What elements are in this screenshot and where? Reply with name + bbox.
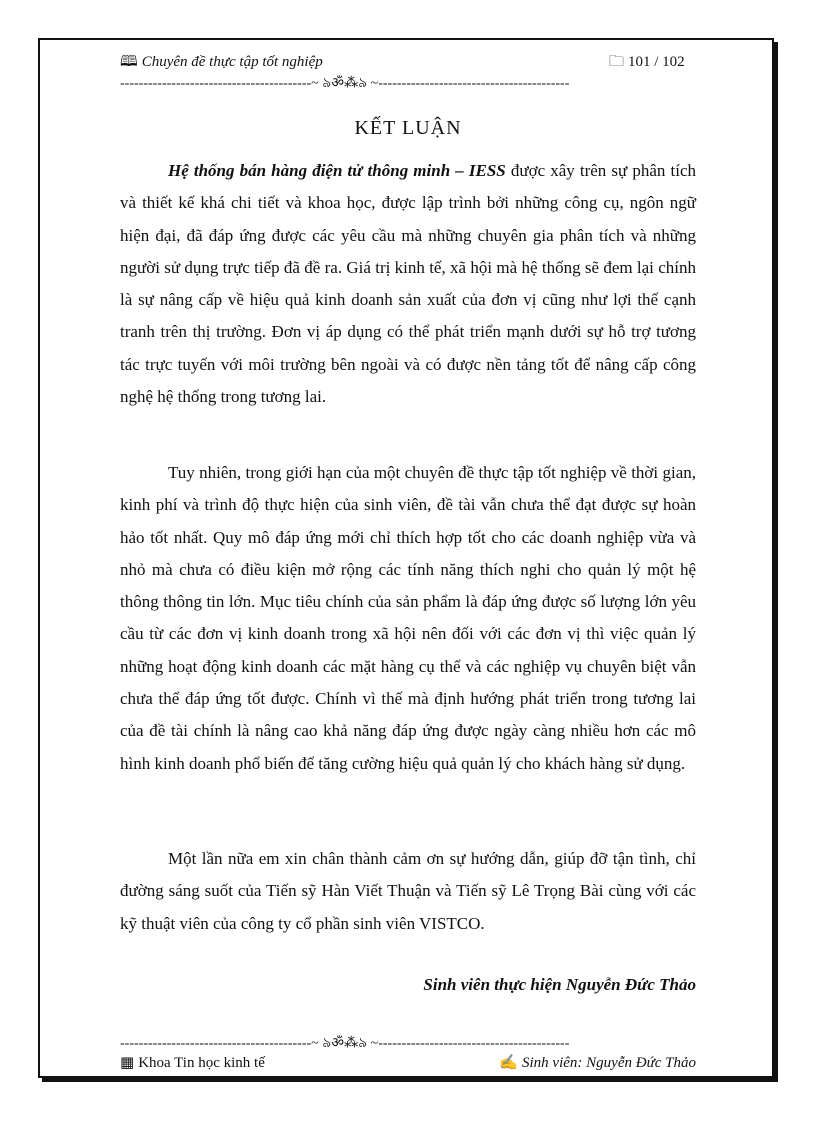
header-separator: -----------------------------------------~ ৯ॐ⁂৯ ~----------------------------------------- <box>120 76 570 91</box>
footer-separator: -----------------------------------------~ ৯ॐ⁂৯ ~----------------------------------------- <box>120 1036 570 1051</box>
paragraph-2-body: Tuy nhiên, trong giới hạn của một chuyên đề thực tập tốt nghiệp về thời gian, kinh phí và trình độ thực hiện của sinh viên, đề tài vẫn chưa thể đạt được sự hoàn hảo tốt nhất. Quy mô đáp ứng mới chỉ thích hợp tốt cho các doanh nghiệp vừa và nhỏ mà chưa có điều kiện mở rộng các tính năng thích nghi cho quản lý một hệ thông thông tin lớn. Mục tiêu chính của sản phẩm là đáp ứng được số lượng lớn yêu cầu từ các đơn vị kinh doanh trong xã hội nên đối với các đơn vị thì việc quản lý những hoạt động kinh doanh các mặt hàng cụ thể và các nghiệp vụ chuyên biệt vẫn chưa thể đáp ứng tốt được. Chính vì thế mà định hướng phát triển trong tương lai của đề tài chính là nâng cao khả năng đáp ứng được ngày càng nhiều hơn các mô hình kinh doanh phổ biến để tăng cường hiệu quả quản lý cho khách hàng sử dụng. <box>120 463 696 773</box>
paragraph-3-body: Một lần nữa em xin chân thành cảm ơn sự hướng dẫn, giúp đỡ tận tình, chỉ đường sáng suốt của Tiến sỹ Hàn Viết Thuận và Tiến sỹ Lê Trọng Bài cùng với các kỹ thuật viên của công ty cổ phần sinh viên VISTCO. <box>120 849 696 933</box>
book-icon: 🕮 <box>120 54 138 70</box>
paragraph-3 <box>120 843 696 940</box>
paragraph-2 <box>120 457 696 780</box>
pen-icon: ✍ <box>499 1055 519 1071</box>
footer-department: Khoa Tin học kinh tế <box>138 1055 265 1071</box>
office-icon: ▦ <box>120 1055 135 1071</box>
paragraph-1-lead: Hệ thống bán hàng điện tử thông minh – IESS <box>168 161 506 180</box>
signature: Sinh viên thực hiện Nguyễn Đức Thảo <box>423 975 696 994</box>
footer-student: Sinh viên: Nguyễn Đức Thảo <box>522 1055 696 1071</box>
folder-icon: 🗀 <box>609 54 625 70</box>
paragraph-1-body: được xây trên sự phân tích và thiết kế khá chi tiết và khoa học, được lập trình bởi những công cụ, ngôn ngữ hiện đại, đã đáp ứng được các yêu cầu mà những chuyên gia phân tích và những người sử dụng trực tiếp đã đề ra. Giá trị kinh tế, xã hội mà hệ thống sẽ đem lại chính là sự nâng cấp về hiệu quả kinh doanh sản xuất của đơn vị cũng như lợi thế cạnh tranh trên thị trường. Đơn vị áp dụng có thể phát triển mạnh dưới sự hỗ trợ tương tác trực tuyến với môi trường bên ngoài và có được nền tảng tốt để nâng cấp công nghệ hệ thống trong tương lai. <box>120 161 697 407</box>
paragraph-1 <box>120 155 696 413</box>
footer-left <box>120 1053 265 1072</box>
footer-right <box>499 1053 696 1072</box>
page-number: 101 / 102 <box>628 54 685 70</box>
page-title: KẾT LUẬN <box>354 117 462 139</box>
header-course-title: Chuyên đề thực tập tốt nghiệp <box>141 54 323 70</box>
